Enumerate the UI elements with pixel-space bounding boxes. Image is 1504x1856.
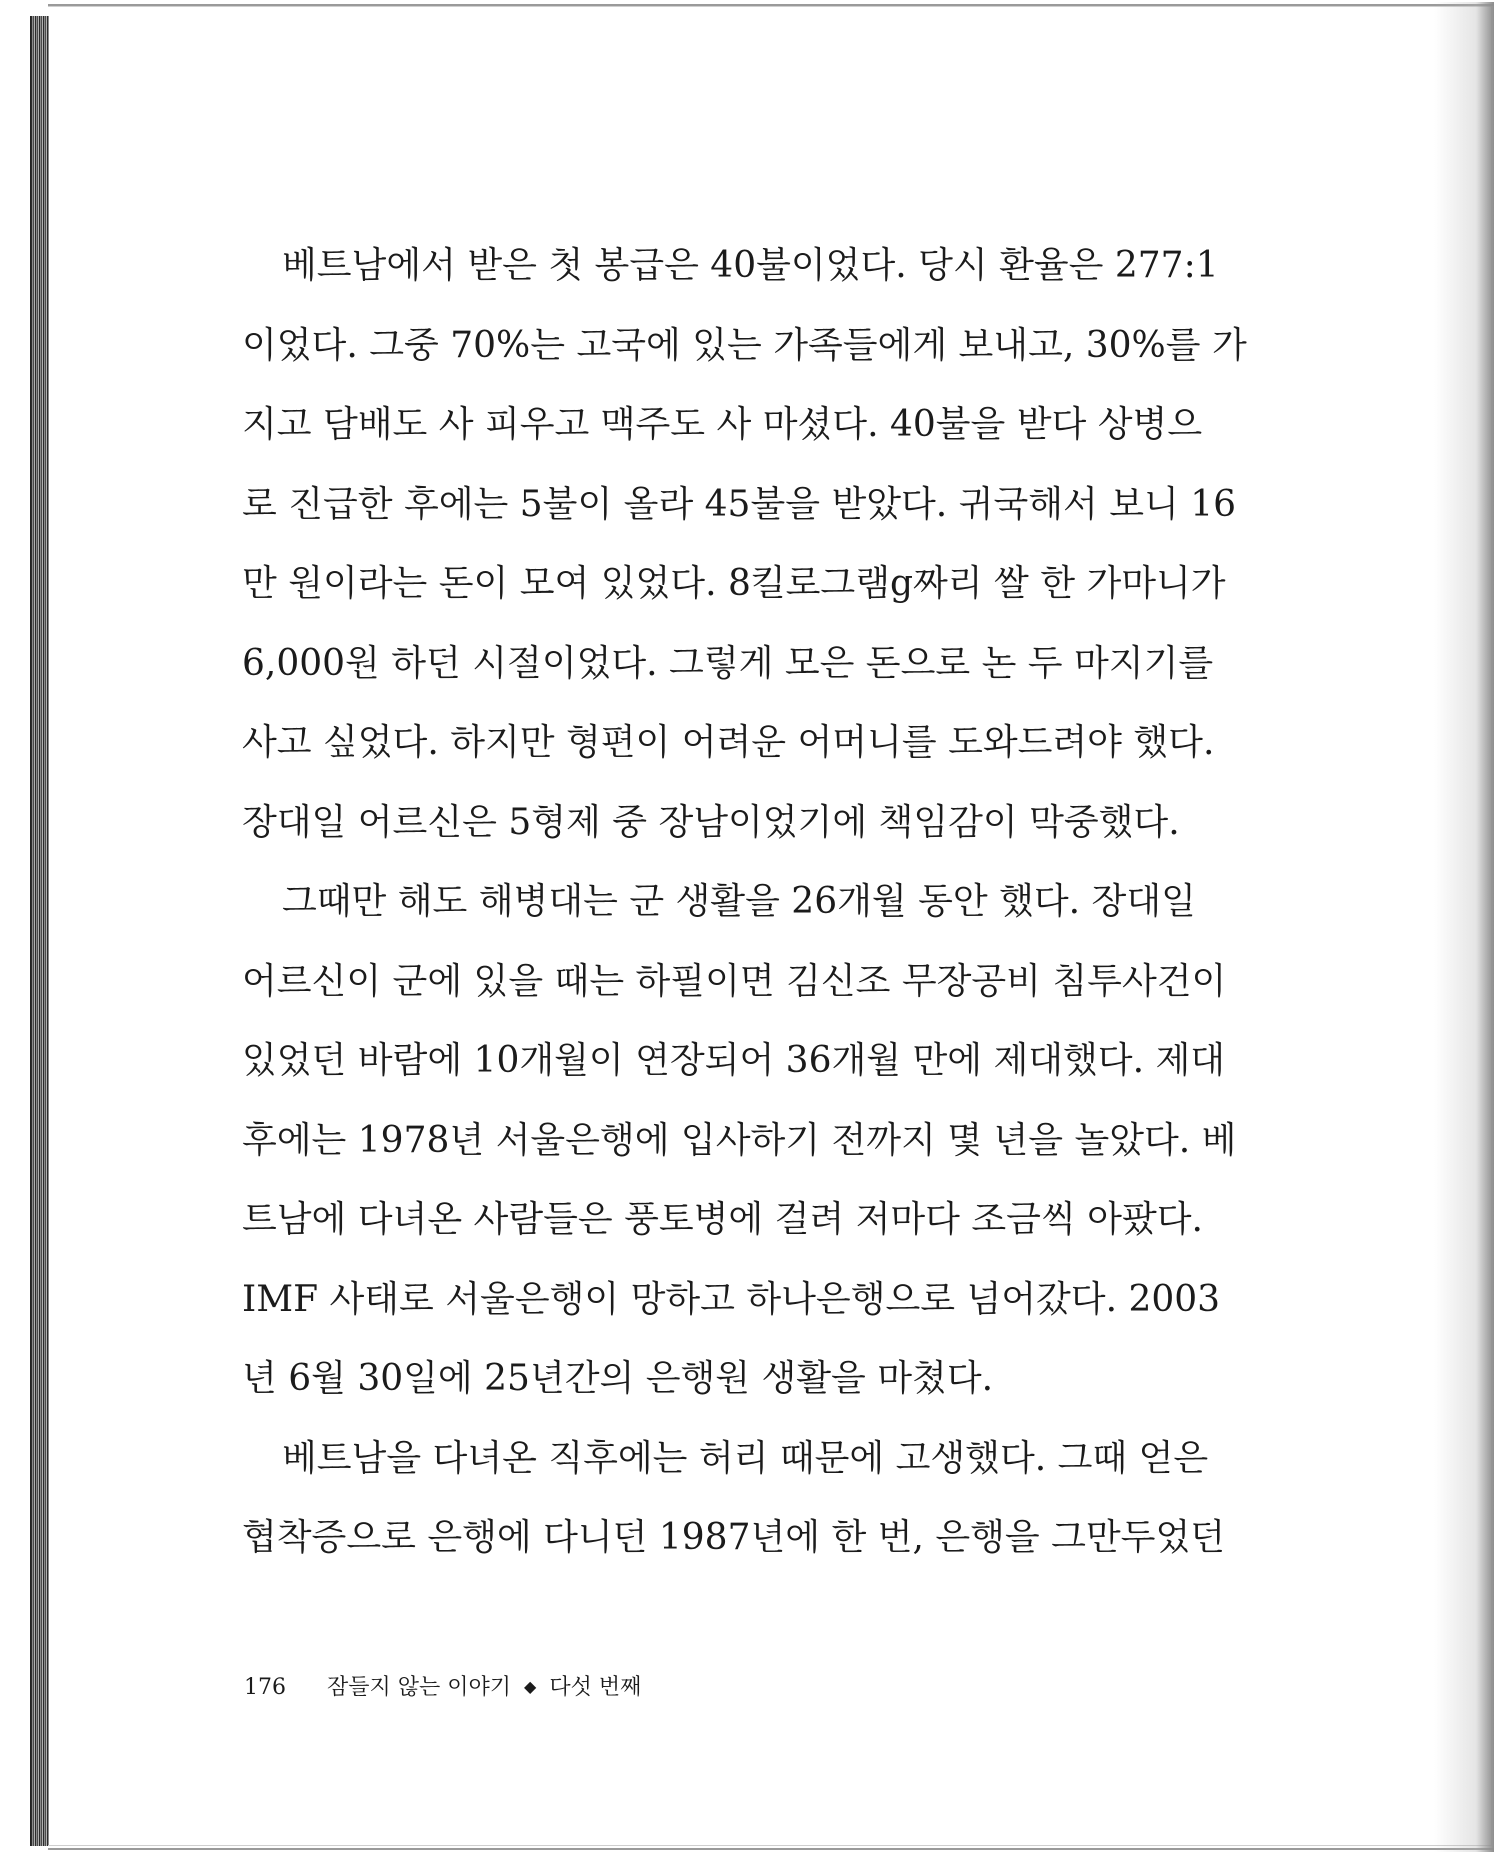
- text-line: 있었던 바람에 10개월이 연장되어 36개월 만에 제대했다. 제대: [242, 1040, 1226, 1081]
- text-line: IMF 사태로 서울은행이 망하고 하나은행으로 넘어갔다. 2003: [242, 1278, 1221, 1320]
- text-line: 지고 담배도 사 피우고 맥주도 사 마셨다. 40불을 받다 상병으: [242, 404, 1203, 445]
- page-footer: [244, 1670, 641, 1701]
- text-line: 그때만 해도 해병대는 군 생활을 26개월 동안 했다. 장대일: [282, 881, 1196, 922]
- book-title: 잠들지 않는 이야기: [327, 1675, 512, 1700]
- text-line: 어르신이 군에 있을 때는 하필이면 김신조 무장공비 침투사건이: [242, 960, 1227, 1002]
- text-line: 협착증으로 은행에 다니던 1987년에 한 번, 은행을 그만두었던: [242, 1517, 1226, 1558]
- text-line: 트남에 다녀온 사람들은 풍토병에 걸려 저마다 조금씩 아팠다.: [242, 1199, 1203, 1240]
- body-text: [242, 226, 1247, 1578]
- paragraph-1: [242, 226, 1247, 862]
- text-line: 베트남을 다녀온 직후에는 허리 때문에 고생했다. 그때 얻은: [282, 1437, 1209, 1479]
- text-line: 만 원이라는 돈이 모여 있었다. 8킬로그램g짜리 쌀 한 가마니가: [242, 563, 1226, 604]
- text-line: 이었다. 그중 70%는 고국에 있는 가족들에게 보내고, 30%를 가: [242, 324, 1247, 366]
- paragraph-3: [242, 1419, 1226, 1578]
- diamond-separator-icon: ◆: [524, 1677, 537, 1696]
- text-line: 후에는 1978년 서울은행에 입사하기 전까지 몇 년을 놀았다. 베: [242, 1119, 1237, 1161]
- text-line: 6,000원 하던 시절이었다. 그렇게 모은 돈으로 논 두 마지기를: [242, 642, 1214, 684]
- text-line: 장대일 어르신은 5형제 중 장남이었기에 책임감이 막중했다.: [242, 801, 1180, 843]
- volume-label: 다섯 번째: [549, 1675, 642, 1700]
- page-number: 176: [244, 1675, 286, 1700]
- text-line: 사고 싶었다. 하지만 형편이 어려운 어머니를 도와드려야 했다.: [242, 722, 1215, 763]
- page-edge-bottom: [48, 1848, 1494, 1850]
- page-edges: [30, 16, 49, 1846]
- text-line: 년 6월 30일에 25년간의 은행원 생활을 마쳤다.: [242, 1358, 994, 1399]
- text-line: 로 진급한 후에는 5불이 올라 45불을 받았다. 귀국해서 보니 16: [242, 483, 1237, 525]
- page-shadow: [1434, 2, 1494, 1852]
- paragraph-2: [242, 862, 1237, 1419]
- text-line: 베트남에서 받은 첫 봉급은 40불이었다. 당시 환율은 277:1: [282, 245, 1219, 286]
